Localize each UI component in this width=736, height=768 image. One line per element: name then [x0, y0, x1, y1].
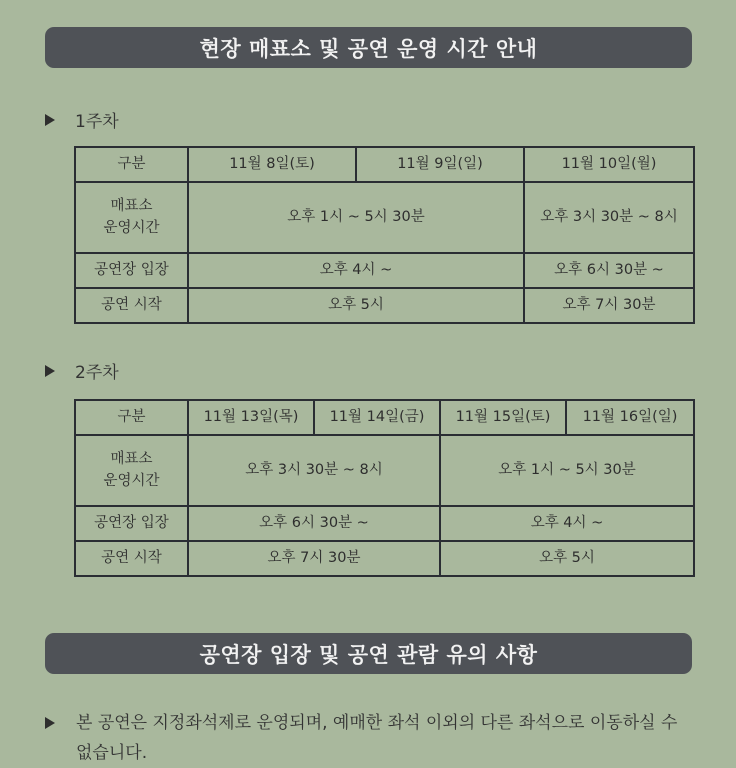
- table-cell: 오후 6시 30분 ~: [524, 253, 694, 288]
- section-title-schedule: 현장 매표소 및 공연 운영 시간 안내: [45, 27, 692, 68]
- header-cell: 11월 14일(금): [314, 400, 440, 435]
- bullet-triangle-icon: [45, 114, 55, 126]
- section-title-notice: 공연장 입장 및 공연 관람 유의 사항: [45, 633, 692, 674]
- table-row-box-office: [75, 435, 694, 506]
- table-row-entry: [75, 253, 694, 288]
- table-row-start: [75, 541, 694, 576]
- table-cell: 오후 1시 ~ 5시 30분: [188, 182, 524, 253]
- table-cell: 오후 7시 30분: [524, 288, 694, 323]
- header-cell: 11월 8일(토): [188, 147, 356, 182]
- table-row-box-office: [75, 182, 694, 253]
- week-1-label: [45, 107, 119, 132]
- week-2-label-text: 2주차: [75, 363, 119, 383]
- row-label: 공연 시작: [75, 541, 188, 576]
- bullet-triangle-icon: [45, 365, 55, 377]
- header-cell: 11월 13일(목): [188, 400, 314, 435]
- table-cell: 오후 1시 ~ 5시 30분: [440, 435, 694, 506]
- table-cell: 오후 5시: [188, 288, 524, 323]
- week-2-schedule-table: [74, 399, 695, 577]
- table-row-start: [75, 288, 694, 323]
- table-header-row: [75, 400, 694, 435]
- table-row-entry: [75, 506, 694, 541]
- row-label: 매표소 운영시간: [75, 435, 188, 506]
- table-cell: 오후 4시 ~: [440, 506, 694, 541]
- header-cell: 11월 9일(일): [356, 147, 524, 182]
- table-cell: 오후 6시 30분 ~: [188, 506, 440, 541]
- header-cell: 11월 16일(일): [566, 400, 694, 435]
- week-1-schedule-table: [74, 146, 695, 324]
- header-cell: 구분: [75, 147, 188, 182]
- week-1-label-text: 1주차: [75, 112, 119, 132]
- row-label: 공연장 입장: [75, 506, 188, 541]
- notice-text: 본 공연은 지정좌석제로 운영되며, 예매한 좌석 이외의 다른 좌석으로 이동하실 수 없습니다.: [76, 713, 678, 763]
- bullet-triangle-icon: [45, 717, 55, 729]
- table-cell: 오후 3시 30분 ~ 8시: [524, 182, 694, 253]
- header-cell: 11월 10일(월): [524, 147, 694, 182]
- row-label: 매표소 운영시간: [75, 182, 188, 253]
- table-cell: 오후 4시 ~: [188, 253, 524, 288]
- week-2-label: [45, 358, 119, 383]
- notice-item: [45, 708, 685, 768]
- table-cell: 오후 7시 30분: [188, 541, 440, 576]
- header-cell: 구분: [75, 400, 188, 435]
- table-header-row: [75, 147, 694, 182]
- table-cell: 오후 5시: [440, 541, 694, 576]
- row-label: 공연 시작: [75, 288, 188, 323]
- table-cell: 오후 3시 30분 ~ 8시: [188, 435, 440, 506]
- header-cell: 11월 15일(토): [440, 400, 566, 435]
- row-label: 공연장 입장: [75, 253, 188, 288]
